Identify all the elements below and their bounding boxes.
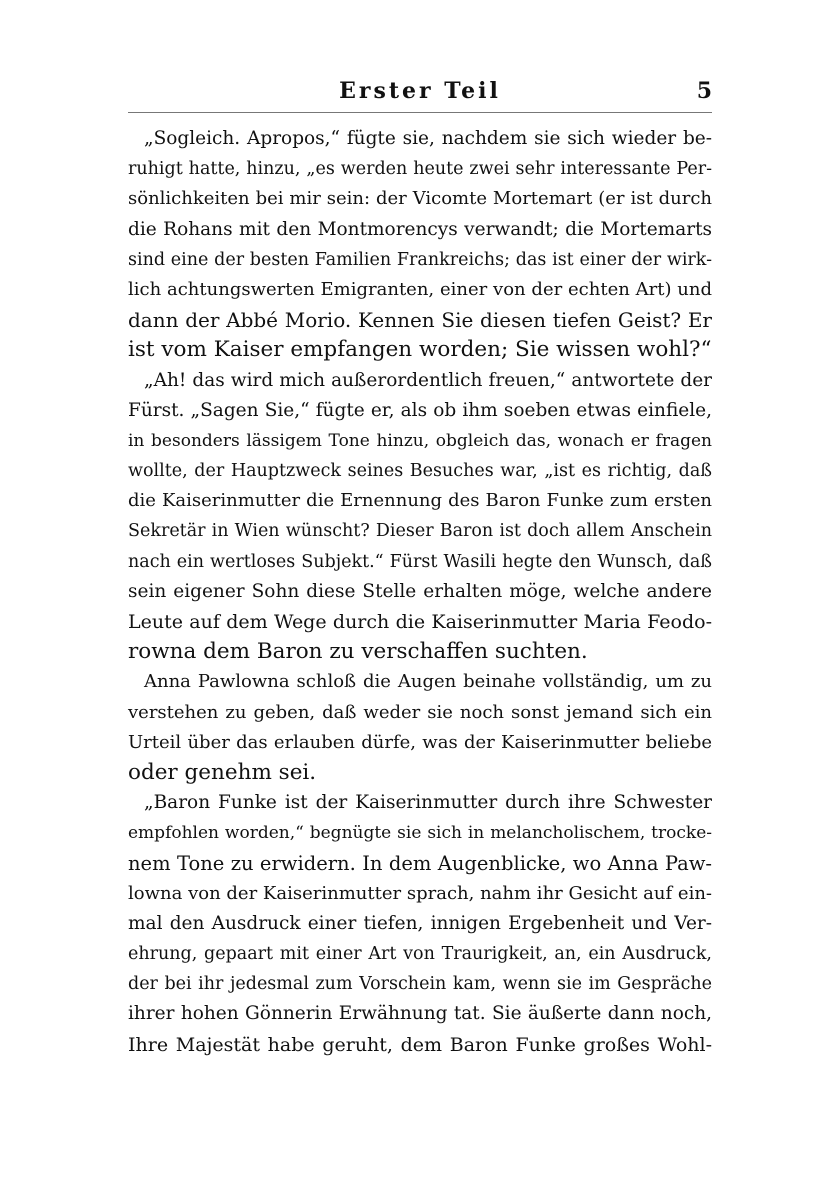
text-line: der bei ihr jedesmal zum Vorschein kam, wenn sie im Gespräche xyxy=(128,974,712,995)
text-line: die Rohans mit den Montmorencys verwandt; die Mortemarts xyxy=(128,218,712,240)
header-rule xyxy=(128,112,712,113)
text-line: wollte, der Hauptzweck seines Besuches war, „ist es richtig, daß xyxy=(128,461,712,482)
text-line: in besonders lässigem Tone hinzu, obgleich das, wonach er fragen xyxy=(128,430,712,451)
text-line: ist vom Kaiser empfangen worden; Sie wissen wohl?“ xyxy=(128,337,712,363)
text-line: „Ah! das wird mich außerordentlich freuen,“ antwortete der xyxy=(144,369,712,391)
text-line: ihrer hohen Gönnerin Erwähnung tat. Sie äußerte dann noch, xyxy=(128,1003,712,1025)
text-line: oder genehm sei. xyxy=(128,759,317,785)
text-line: die Kaiserinmutter die Ernennung des Baron Funke zum ersten xyxy=(128,490,712,512)
text-line: sein eigener Sohn diese Stelle erhalten möge, welche andere xyxy=(128,580,712,602)
text-line: Urteil über das erlauben dürfe, was der Kaiserinmutter beliebe xyxy=(128,731,712,753)
text-line: empfohlen worden,“ begnügte sie sich in melancholischem, trocke- xyxy=(128,823,712,844)
text-line: sönlichkeiten bei mir sein: der Vicomte Mortemart (er ist durch xyxy=(128,188,712,210)
text-line: Leute auf dem Wege durch die Kaiserinmutter Maria Feodo- xyxy=(128,611,712,633)
text-line: nach ein wertloses Subjekt.“ Fürst Wasili hegte den Wunsch, daß xyxy=(128,551,712,572)
text-line: verstehen zu geben, daß weder sie noch sonst jemand sich ein xyxy=(128,701,712,723)
text-line: mal den Ausdruck einer tiefen, innigen Ergebenheit und Ver- xyxy=(128,912,712,934)
running-title: Erster Teil xyxy=(339,78,501,104)
running-header xyxy=(0,78,840,108)
text-line: Ihre Majestät habe geruht, dem Baron Funke großes Wohl- xyxy=(128,1033,712,1056)
text-line: nem Tone zu erwidern. In dem Augenblicke, wo Anna Paw- xyxy=(128,851,712,875)
text-line: lowna von der Kaiserinmutter sprach, nahm ihr Gesicht auf ein- xyxy=(128,882,712,904)
text-line: Fürst. „Sagen Sie,“ fügte er, als ob ihm soeben etwas einfiele, xyxy=(128,399,712,421)
text-line: sind eine der besten Familien Frankreichs; das ist einer der wirk- xyxy=(128,249,712,270)
text-line: dann der Abbé Morio. Kennen Sie diesen tiefen Geist? Er xyxy=(128,308,712,333)
text-line: rowna dem Baron zu verschaffen suchten. xyxy=(128,639,588,665)
text-line: Anna Pawlowna schloß die Augen beinahe vollständig, um zu xyxy=(144,671,712,693)
page-number: 5 xyxy=(696,78,712,104)
text-line: ruhigt hatte, hinzu, „es werden heute zwei sehr interessante Per- xyxy=(128,159,712,180)
text-line: ehrung, gepaart mit einer Art von Traurigkeit, an, ein Ausdruck, xyxy=(128,944,712,965)
text-line: „Sogleich. Apropos,“ fügte sie, nachdem sie sich wieder be- xyxy=(144,128,712,149)
text-line: lich achtungswerten Emigranten, einer von der echten Art) und xyxy=(128,278,712,300)
body-text xyxy=(128,124,712,1060)
text-line: Sekretär in Wien wünscht? Dieser Baron ist doch allem Anschein xyxy=(128,521,712,542)
text-line: „Baron Funke ist der Kaiserinmutter durch ihre Schwester xyxy=(144,792,712,814)
